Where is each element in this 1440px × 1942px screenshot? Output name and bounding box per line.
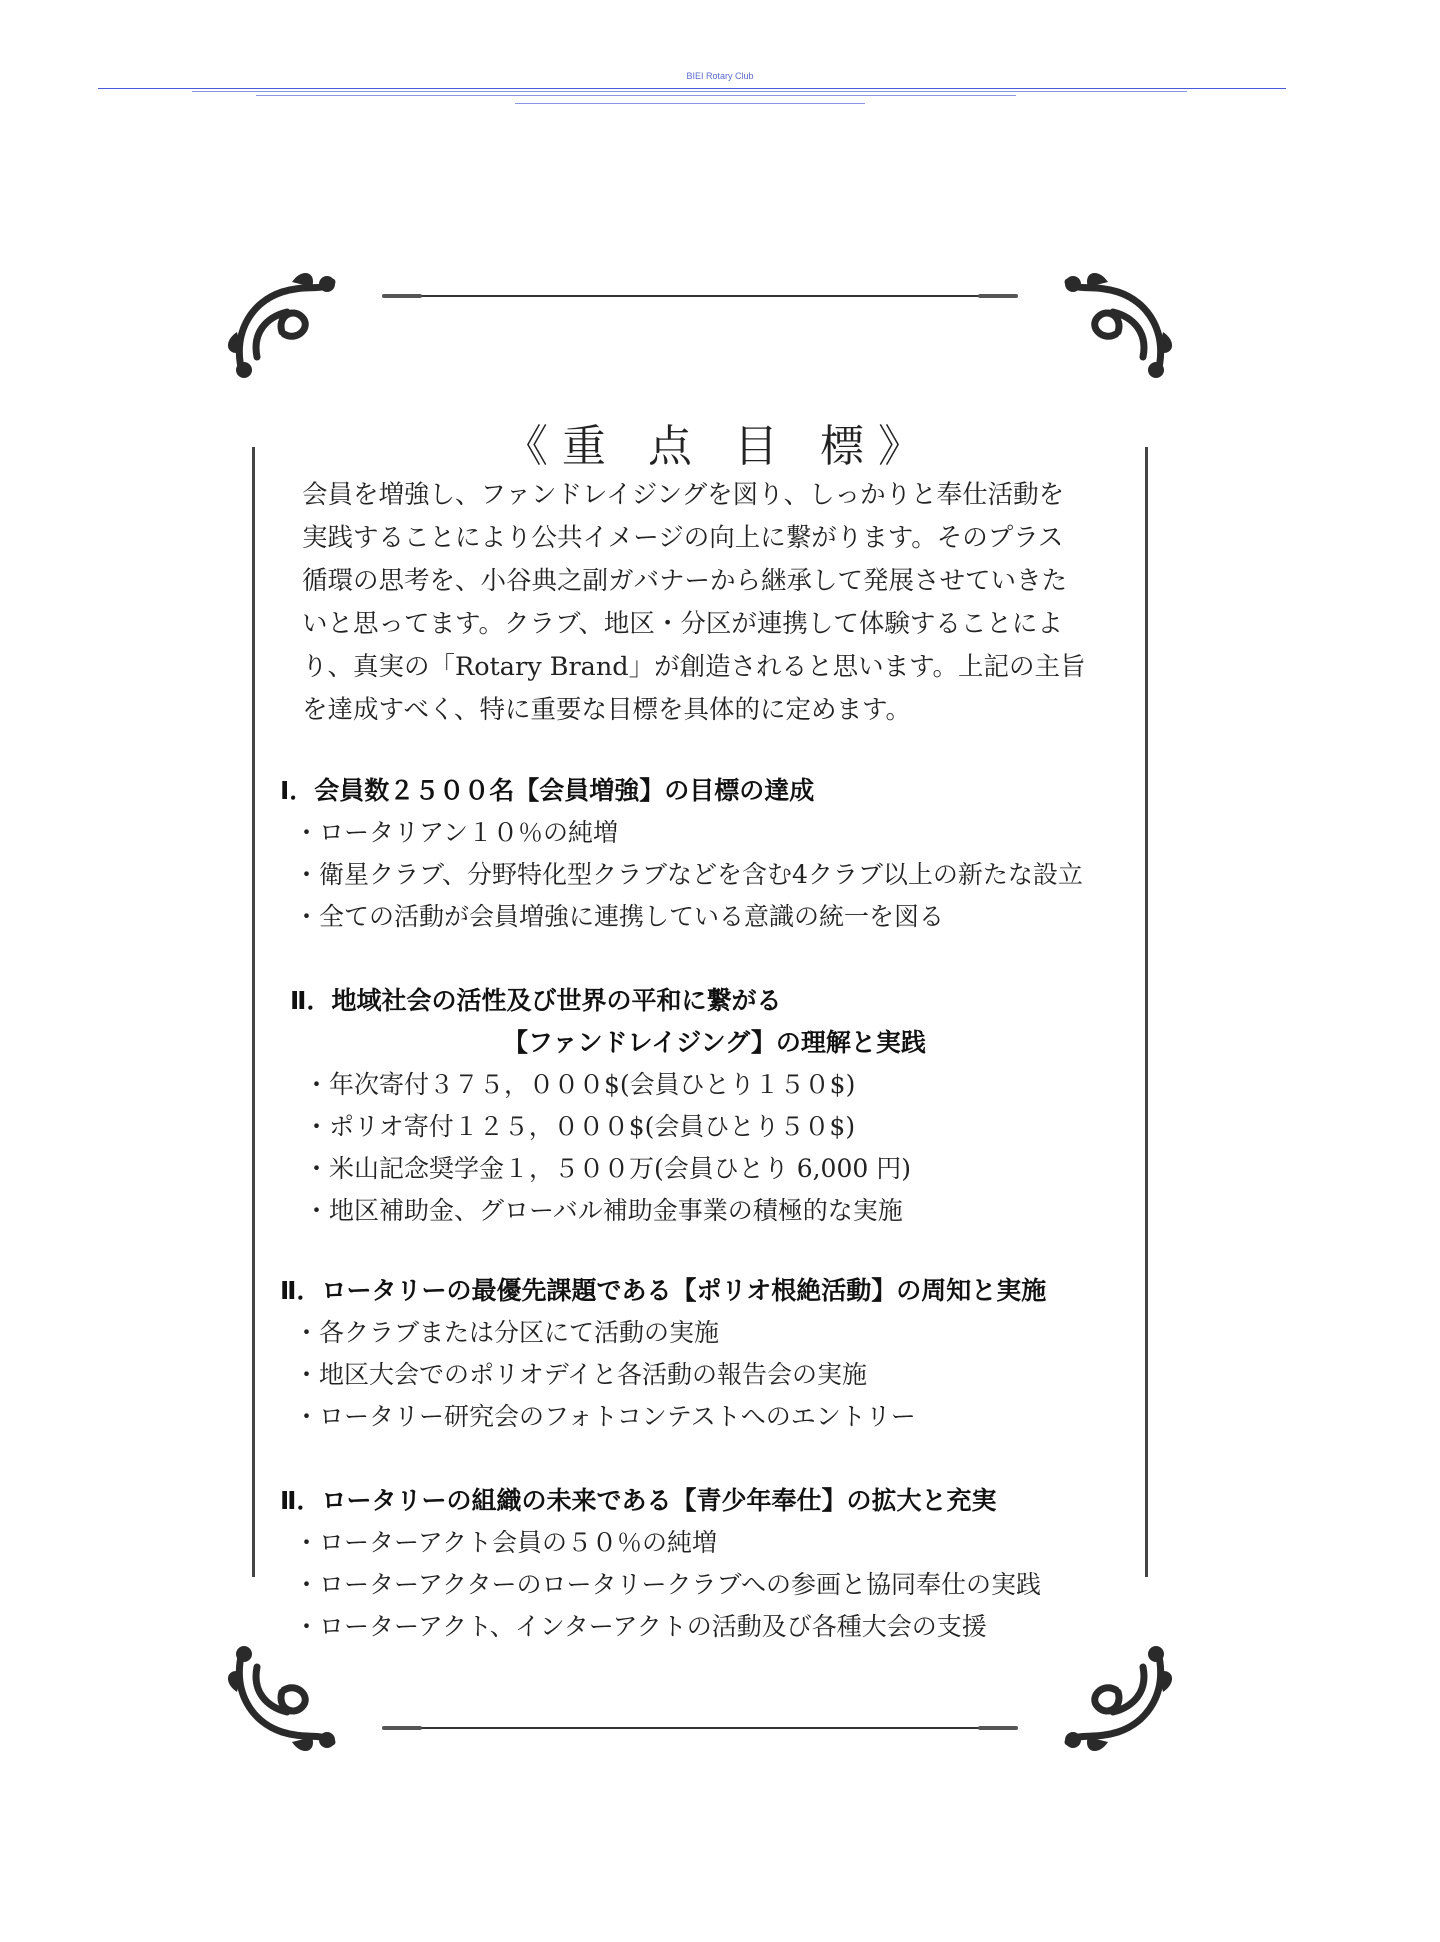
intro-line: り、真実の「Rotary Brand」が創造されると思います。上記の主旨 [302, 652, 1086, 682]
header-rule [256, 95, 1016, 96]
corner-ornament-icon [222, 1632, 352, 1762]
intro-line: 循環の思考を、小谷典之副ガバナーから継承して発展させていきた [302, 566, 1068, 596]
corner-ornament-icon [1048, 262, 1178, 392]
intro-line: いと思ってます。クラブ、地区・分区が連携して体験することによ [302, 609, 1063, 639]
list-item: ・ローターアクト会員の５０％の純増 [294, 1528, 718, 1557]
header-site-name: BIEI Rotary Club [686, 71, 754, 81]
corner-ornament-icon [222, 262, 352, 392]
list-item: ・ロータリアン１０％の純増 [294, 818, 619, 847]
goal-section-youth [280, 1480, 1160, 1648]
header-rule [98, 88, 1286, 89]
header-rule [192, 91, 1187, 92]
list-item: ・地区補助金、グローバル補助金事業の積極的な実施 [304, 1196, 903, 1225]
section-heading: Ⅱ．地域社会の活性及び世界の平和に繋がる [290, 986, 782, 1015]
intro-paragraph [302, 474, 1152, 732]
list-item: ・ポリオ寄付１２５，０００$(会員ひとり５０$) [304, 1112, 856, 1141]
section-heading-line2: 【ファンドレイジング】の理解と実践 [503, 1028, 926, 1057]
list-item: ・衛星クラブ、分野特化型クラブなどを含む4クラブ以上の新たな設立 [294, 860, 1083, 889]
list-item: ・ローターアクト、インターアクトの活動及び各種大会の支援 [294, 1612, 987, 1641]
corner-ornament-icon [1048, 1632, 1178, 1762]
section-heading: Ⅱ．ロータリーの組織の未来である【青少年奉仕】の拡大と充実 [280, 1486, 997, 1515]
list-item: ・地区大会でのポリオデイと各活動の報告会の実施 [294, 1360, 868, 1389]
list-item: ・ローターアクターのロータリークラブへの参画と協同奉仕の実践 [294, 1570, 1042, 1599]
frame-border-top [392, 294, 1008, 298]
list-item: ・全ての活動が会員増強に連携している意識の統一を図る [294, 902, 945, 931]
intro-line: を達成すべく、特に重要な目標を具体的に定めます。 [302, 695, 911, 725]
list-item: ・各クラブまたは分区にて活動の実施 [294, 1318, 720, 1347]
page-title: 《重 点 目 標》 [504, 421, 936, 472]
intro-line: 実践することにより公共イメージの向上に繋がります。そのプラス [302, 523, 1064, 553]
goal-section-fundraising [290, 980, 1170, 1232]
list-item: ・年次寄付３７５，０００$(会員ひとり１５０$) [304, 1070, 856, 1099]
goal-section-membership [280, 770, 1160, 938]
goal-section-polio [280, 1270, 1160, 1438]
frame-border-left [252, 447, 255, 1577]
intro-line: 会員を増強し、ファンドレイジングを図り、しっかりと奉仕活動を [302, 480, 1065, 510]
list-item: ・ロータリー研究会のフォトコンテストへのエントリー [294, 1402, 916, 1431]
section-heading: Ⅰ．会員数２５００名【会員増強】の目標の達成 [280, 776, 815, 805]
header-rule [515, 103, 865, 104]
list-item: ・米山記念奨学金１，５００万(会員ひとり 6,000 円) [304, 1154, 911, 1183]
section-heading: Ⅱ．ロータリーの最優先課題である【ポリオ根絶活動】の周知と実施 [280, 1276, 1047, 1305]
frame-border-bottom [392, 1726, 1008, 1730]
